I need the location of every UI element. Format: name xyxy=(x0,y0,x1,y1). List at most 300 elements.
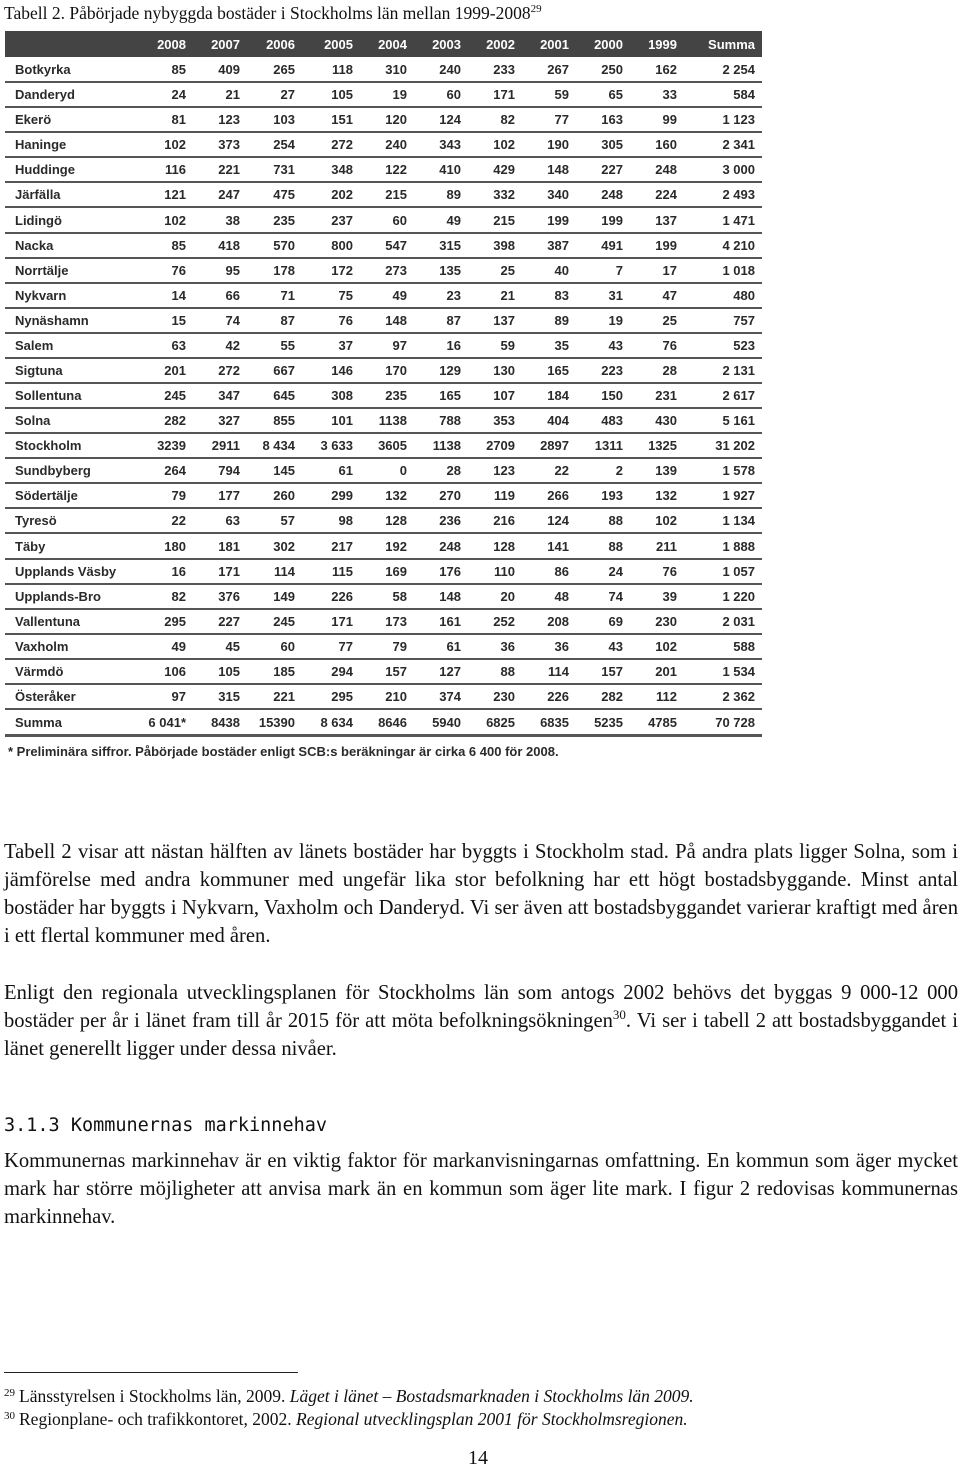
table-cell: 201 xyxy=(655,663,677,679)
table-cell: 161 xyxy=(439,613,461,629)
table-cell: 376 xyxy=(218,588,240,604)
table-cell: 410 xyxy=(439,162,461,178)
caption-text: Tabell 2. Påbörjade nybyggda bostäder i Stockholms län mellan 1999-2008 xyxy=(4,3,531,23)
table-cell: 40 xyxy=(554,262,569,278)
table-cell: 120 xyxy=(385,112,407,128)
table-cell: 794 xyxy=(218,463,240,479)
table-cell: 2 xyxy=(615,463,623,479)
table-cell: 102 xyxy=(493,137,515,153)
table-cell: 121 xyxy=(164,187,186,203)
table-cell: 105 xyxy=(331,87,353,103)
column-header: 2002 xyxy=(486,36,515,52)
table-cell: 151 xyxy=(331,112,353,128)
table-row xyxy=(5,57,762,82)
table-cell: 170 xyxy=(385,362,407,378)
table-cell: 128 xyxy=(493,538,515,554)
table-cell: 82 xyxy=(500,112,515,128)
table-cell: 265 xyxy=(273,61,295,77)
table-cell: 1138 xyxy=(378,413,407,429)
table-cell: 480 xyxy=(733,287,755,303)
table-cell: 343 xyxy=(439,137,461,153)
municipality-name: Täby xyxy=(15,538,46,554)
municipality-name: Nykvarn xyxy=(15,287,67,303)
table-cell: 192 xyxy=(385,538,407,554)
table-cell: 295 xyxy=(331,688,353,704)
table-cell: 1 888 xyxy=(722,538,755,554)
table-cell: 99 xyxy=(662,112,677,128)
table-row xyxy=(5,107,762,132)
table-cell: 49 xyxy=(392,287,407,303)
table-cell: 171 xyxy=(493,87,515,103)
table-cell: 418 xyxy=(218,237,240,253)
table-cell: 124 xyxy=(547,513,569,529)
table-cell: 373 xyxy=(218,137,240,153)
table-cell: 163 xyxy=(601,112,623,128)
table-cell: 248 xyxy=(439,538,461,554)
municipality-name: Nynäshamn xyxy=(15,312,89,328)
table-cell: 6 041* xyxy=(148,714,186,730)
table-cell: 201 xyxy=(164,362,186,378)
table-footnote: * Preliminära siffror. Påbörjade bostäder enligt SCB:s beräkningar är cirka 6 400 för 2008. xyxy=(8,744,559,759)
column-header: 2003 xyxy=(432,36,461,52)
table-cell: 199 xyxy=(547,212,569,228)
table-cell: 135 xyxy=(439,262,461,278)
table-cell: 190 xyxy=(547,137,569,153)
municipality-name: Botkyrka xyxy=(15,61,71,77)
table-cell: 165 xyxy=(547,362,569,378)
table-cell: 310 xyxy=(385,61,407,77)
municipality-name: Ekerö xyxy=(15,112,52,128)
table-cell: 2897 xyxy=(540,438,569,454)
table-cell: 79 xyxy=(171,488,186,504)
table-cell: 266 xyxy=(547,488,569,504)
table-cell: 282 xyxy=(601,688,623,704)
table-cell: 409 xyxy=(218,61,240,77)
table-cell: 5235 xyxy=(594,714,623,730)
column-header: 2007 xyxy=(211,36,240,52)
table-cell: 247 xyxy=(218,187,240,203)
table-cell: 148 xyxy=(439,588,461,604)
column-header: 2000 xyxy=(594,36,623,52)
table-cell: 315 xyxy=(218,688,240,704)
table-cell: 149 xyxy=(273,588,295,604)
table-cell: 118 xyxy=(332,61,353,77)
table-cell: 87 xyxy=(446,312,461,328)
table-cell: 19 xyxy=(608,312,623,328)
table-cell: 15 xyxy=(171,312,186,328)
table-cell: 88 xyxy=(608,538,623,554)
table-cell: 240 xyxy=(385,137,407,153)
table-cell: 27 xyxy=(280,87,295,103)
table-cell: 74 xyxy=(608,588,623,604)
table-cell: 57 xyxy=(280,513,295,529)
table-cell: 103 xyxy=(273,112,295,128)
column-header: 2004 xyxy=(378,36,407,52)
table-cell: 85 xyxy=(171,61,186,77)
table-cell: 95 xyxy=(225,262,240,278)
table-cell: 36 xyxy=(554,638,569,654)
table-cell: 245 xyxy=(273,613,295,629)
table-cell: 28 xyxy=(662,362,677,378)
table-cell: 800 xyxy=(331,237,353,253)
table-cell: 25 xyxy=(500,262,515,278)
table-cell: 139 xyxy=(655,463,677,479)
table-cell: 5940 xyxy=(432,714,461,730)
table-cell: 83 xyxy=(554,287,569,303)
paragraph-1: Tabell 2 visar att nästan hälften av länets bostäder har byggts i Stockholm stad. På andra plats ligger Solna, som i jämförelse med andra kommuner med ungefär lika stor befolkning har ett högt bostadsbyggande. Minst antal bostäder har byggts i Nykvarn, Vaxholm och Danderyd. Vi ser även att bostadsbyggandet varierar kraftigt med åren i ett flertal kommuner med åren. xyxy=(4,841,958,947)
table-cell: 332 xyxy=(493,187,515,203)
table-cell: 855 xyxy=(273,413,295,429)
table-cell: 226 xyxy=(331,588,353,604)
municipality-name: Salem xyxy=(15,337,54,353)
table-cell: 1 534 xyxy=(722,663,755,679)
municipality-name: Danderyd xyxy=(15,87,75,103)
table-cell: 59 xyxy=(554,87,569,103)
table-cell: 226 xyxy=(547,688,569,704)
table-cell: 24 xyxy=(608,563,623,579)
table-cell: 107 xyxy=(493,388,515,404)
table-cell: 1 018 xyxy=(722,262,755,278)
table-cell: 176 xyxy=(439,563,461,579)
municipality-name: Upplands-Bro xyxy=(15,588,101,604)
table-cell: 2 131 xyxy=(722,362,755,378)
table-cell: 160 xyxy=(655,137,677,153)
table-cell: 101 xyxy=(331,413,353,429)
table-cell: 171 xyxy=(218,563,240,579)
table-cell: 6825 xyxy=(486,714,515,730)
table-cell: 221 xyxy=(273,688,295,704)
table-cell: 315 xyxy=(439,237,461,253)
table-cell: 1 578 xyxy=(722,463,755,479)
table-cell: 231 xyxy=(655,388,677,404)
table-cell: 199 xyxy=(655,237,677,253)
table-cell: 97 xyxy=(171,688,186,704)
table-cell: 299 xyxy=(331,488,353,504)
caption-footnote-ref: 29 xyxy=(530,3,542,16)
municipality-name: Upplands Väsby xyxy=(15,563,117,579)
table-cell: 215 xyxy=(385,187,407,203)
table-cell: 130 xyxy=(493,362,515,378)
table-cell: 22 xyxy=(171,513,186,529)
municipality-name: Haninge xyxy=(15,137,67,153)
table-cell: 47 xyxy=(662,287,677,303)
table-cell: 282 xyxy=(164,413,186,429)
table-cell: 20 xyxy=(500,588,515,604)
table-cell: 8438 xyxy=(211,714,240,730)
table-caption xyxy=(4,3,542,24)
table-cell: 77 xyxy=(338,638,353,654)
table-cell: 230 xyxy=(655,613,677,629)
table-cell: 0 xyxy=(399,463,407,479)
table-row xyxy=(5,358,762,383)
table-cell: 1 927 xyxy=(722,488,755,504)
table-cell: 7 xyxy=(615,262,623,278)
table-cell: 250 xyxy=(601,61,623,77)
table-row xyxy=(5,383,762,408)
table-cell: 340 xyxy=(547,187,569,203)
table-cell: 98 xyxy=(338,513,353,529)
table-cell: 165 xyxy=(439,388,461,404)
table-cell: 202 xyxy=(331,187,353,203)
table-cell: 3 000 xyxy=(722,162,755,178)
table-cell: 216 xyxy=(493,513,515,529)
table-cell: 215 xyxy=(493,212,515,228)
table-cell: 171 xyxy=(331,613,353,629)
table-cell: 1325 xyxy=(648,438,677,454)
table-row xyxy=(5,408,762,433)
footnote-title: Regional utvecklingsplan 2001 för Stockholmsregionen. xyxy=(296,1409,688,1429)
paragraph-2 xyxy=(4,979,958,1063)
table-cell: 74 xyxy=(225,312,240,328)
table-cell: 35 xyxy=(554,337,569,353)
table-cell: 260 xyxy=(273,488,295,504)
table-cell: 2 254 xyxy=(722,61,755,77)
table-cell: 148 xyxy=(547,162,569,178)
paragraph-2-text-a: Enligt den regionala utvecklingsplanen för Stockholms län som antogs 2002 behövs det byggas 9 000-12 000 bostäder per år i länet fram till år 2015 för att möta befolkningsökningen xyxy=(4,982,958,1032)
table-cell: 102 xyxy=(164,137,186,153)
table-cell: 19 xyxy=(392,87,407,103)
table-cell: 2 617 xyxy=(722,388,755,404)
table-cell: 141 xyxy=(547,538,569,554)
table-cell: 588 xyxy=(733,638,755,654)
table-cell: 39 xyxy=(662,588,677,604)
table-cell: 132 xyxy=(385,488,407,504)
table-cell: 2709 xyxy=(486,438,515,454)
table-cell: 235 xyxy=(385,388,407,404)
footnote-text: Länsstyrelsen i Stockholms län, 2009. xyxy=(19,1386,290,1406)
table-cell: 547 xyxy=(385,237,407,253)
table-cell: 21 xyxy=(500,287,515,303)
table-cell: 60 xyxy=(392,212,407,228)
table-cell: 37 xyxy=(338,337,353,353)
table-cell: 173 xyxy=(385,613,407,629)
table-cell: 8646 xyxy=(378,714,407,730)
municipality-name: Sollentuna xyxy=(15,388,82,404)
table-cell: 33 xyxy=(662,87,677,103)
table-cell: 788 xyxy=(439,413,461,429)
column-header: 1999 xyxy=(648,36,677,52)
column-header: 2001 xyxy=(540,36,569,52)
table-row xyxy=(5,308,762,333)
municipality-name: Vaxholm xyxy=(15,638,69,654)
table-cell: 1311 xyxy=(594,438,623,454)
table-cell: 63 xyxy=(171,337,186,353)
table-cell: 178 xyxy=(273,262,295,278)
table-cell: 148 xyxy=(385,312,407,328)
table-cell: 240 xyxy=(439,61,461,77)
table-cell: 221 xyxy=(218,162,240,178)
table-body xyxy=(5,57,762,736)
table-cell: 97 xyxy=(392,337,407,353)
table-cell: 114 xyxy=(548,663,569,679)
table-cell: 15390 xyxy=(258,714,295,730)
table-cell: 70 728 xyxy=(715,714,755,730)
table-cell: 150 xyxy=(601,388,623,404)
table-cell: 305 xyxy=(601,137,623,153)
table-cell: 272 xyxy=(331,137,353,153)
table-row xyxy=(5,533,762,558)
table-cell: 645 xyxy=(273,388,295,404)
table-cell: 8 634 xyxy=(320,714,353,730)
table-row xyxy=(5,233,762,258)
table-row xyxy=(5,684,762,709)
table-cell: 162 xyxy=(655,61,677,77)
table-cell: 45 xyxy=(225,638,240,654)
table-row xyxy=(5,157,762,182)
table-cell: 227 xyxy=(218,613,240,629)
table-header-row xyxy=(5,31,762,57)
table-cell: 430 xyxy=(655,413,677,429)
municipality-name: Vallentuna xyxy=(15,613,81,629)
table-row xyxy=(5,634,762,659)
table-cell: 3239 xyxy=(157,438,186,454)
table-cell: 157 xyxy=(385,663,407,679)
table-cell: 3 633 xyxy=(320,438,353,454)
table-cell: 1 057 xyxy=(722,563,755,579)
table-cell: 308 xyxy=(331,388,353,404)
table-cell: 6835 xyxy=(540,714,569,730)
table-cell: 48 xyxy=(554,588,569,604)
paragraph-2-text-b: . Vi ser i tabell 2 att bostadsbyggandet i länet generellt ligger under dessa nivåer. xyxy=(4,1010,958,1060)
table-cell: 199 xyxy=(601,212,623,228)
table-cell: 5 161 xyxy=(722,413,755,429)
table-row xyxy=(5,508,762,533)
municipality-name: Tyresö xyxy=(15,513,57,529)
table-cell: 105 xyxy=(218,663,240,679)
table-cell: 137 xyxy=(655,212,677,228)
table-cell: 264 xyxy=(164,463,186,479)
table-cell: 252 xyxy=(493,613,515,629)
table-cell: 429 xyxy=(493,162,515,178)
table-row xyxy=(5,132,762,157)
table-cell: 61 xyxy=(338,463,353,479)
municipality-name: Sigtuna xyxy=(15,362,63,378)
table-cell: 217 xyxy=(331,538,353,554)
table-cell: 124 xyxy=(439,112,461,128)
table-row xyxy=(5,584,762,609)
table-cell: 16 xyxy=(171,563,186,579)
table-cell: 1 134 xyxy=(722,513,755,529)
footnote-text: Regionplane- och trafikkontoret, 2002. xyxy=(19,1409,297,1429)
table-cell: 193 xyxy=(601,488,623,504)
table-cell: 169 xyxy=(385,563,407,579)
table-row xyxy=(5,333,762,358)
table-cell: 584 xyxy=(733,87,755,103)
table-row xyxy=(5,483,762,508)
footnote-divider xyxy=(4,1372,298,1373)
table-cell: 1 471 xyxy=(722,212,755,228)
table-cell: 483 xyxy=(601,413,623,429)
municipality-name: Stockholm xyxy=(15,438,82,454)
table-cell: 129 xyxy=(439,362,461,378)
table-cell: 128 xyxy=(385,513,407,529)
table-cell: 106 xyxy=(164,663,186,679)
table-cell: 236 xyxy=(439,513,461,529)
table-cell: 21 xyxy=(225,87,240,103)
table-cell: 114 xyxy=(274,563,295,579)
table-cell: 89 xyxy=(554,312,569,328)
table-cell: 475 xyxy=(273,187,295,203)
table-cell: 327 xyxy=(218,413,240,429)
table-cell: 76 xyxy=(662,563,677,579)
table-cell: 132 xyxy=(655,488,677,504)
table-row xyxy=(5,659,762,684)
table-cell: 224 xyxy=(655,187,677,203)
footnote-title: Läget i länet – Bostadsmarknaden i Stockholms län 2009. xyxy=(289,1386,694,1406)
table-cell: 58 xyxy=(392,588,407,604)
table-cell: 2 493 xyxy=(722,187,755,203)
table-cell: 102 xyxy=(164,212,186,228)
table-cell: 14 xyxy=(171,287,186,303)
table-cell: 3605 xyxy=(378,438,407,454)
table-cell: 374 xyxy=(439,688,461,704)
table-cell: 87 xyxy=(280,312,295,328)
table-cell: 8 434 xyxy=(262,438,295,454)
table-cell: 731 xyxy=(273,162,295,178)
table-cell: 2 031 xyxy=(722,613,755,629)
table-cell: 348 xyxy=(331,162,353,178)
housing-table-container xyxy=(5,31,762,737)
table-cell: 112 xyxy=(656,688,677,704)
table-cell: 181 xyxy=(218,538,240,554)
table-row xyxy=(5,609,762,634)
table-cell: 1138 xyxy=(432,438,461,454)
table-row xyxy=(5,559,762,584)
table-cell: 17 xyxy=(662,262,677,278)
column-header: 2006 xyxy=(266,36,295,52)
municipality-name: Järfälla xyxy=(15,187,61,203)
column-header: 2008 xyxy=(157,36,186,52)
table-cell: 110 xyxy=(494,563,515,579)
table-row xyxy=(5,433,762,458)
table-cell: 757 xyxy=(733,312,755,328)
table-cell: 270 xyxy=(439,488,461,504)
table-cell: 42 xyxy=(225,337,240,353)
municipality-name: Lidingö xyxy=(15,212,62,228)
table-cell: 2 341 xyxy=(722,137,755,153)
table-cell: 145 xyxy=(273,463,295,479)
table-cell: 347 xyxy=(218,388,240,404)
footnote-29 xyxy=(4,1386,694,1407)
footnote-number: 29 xyxy=(4,1387,15,1399)
table-cell: 1 220 xyxy=(722,588,755,604)
table-cell: 230 xyxy=(493,688,515,704)
column-header: Summa xyxy=(708,36,755,52)
table-cell: 157 xyxy=(601,663,623,679)
table-cell: 88 xyxy=(500,663,515,679)
table-cell: 22 xyxy=(554,463,569,479)
footnote-30 xyxy=(4,1409,688,1430)
page-number: 14 xyxy=(468,1447,488,1469)
table-row xyxy=(5,283,762,308)
table-cell: 16 xyxy=(446,337,461,353)
table-cell: 115 xyxy=(332,563,353,579)
table-cell: 570 xyxy=(273,237,295,253)
table-cell: 248 xyxy=(601,187,623,203)
table-cell: 76 xyxy=(171,262,186,278)
table-cell: 43 xyxy=(608,337,623,353)
table-cell: 23 xyxy=(446,287,461,303)
table-cell: 89 xyxy=(446,187,461,203)
table-cell: 254 xyxy=(273,137,295,153)
table-cell: 24 xyxy=(171,87,186,103)
table-cell: 65 xyxy=(608,87,623,103)
municipality-name: Summa xyxy=(15,714,62,730)
table-cell: 38 xyxy=(225,212,240,228)
table-row xyxy=(5,458,762,483)
table-cell: 272 xyxy=(218,362,240,378)
header-blank xyxy=(5,31,140,57)
